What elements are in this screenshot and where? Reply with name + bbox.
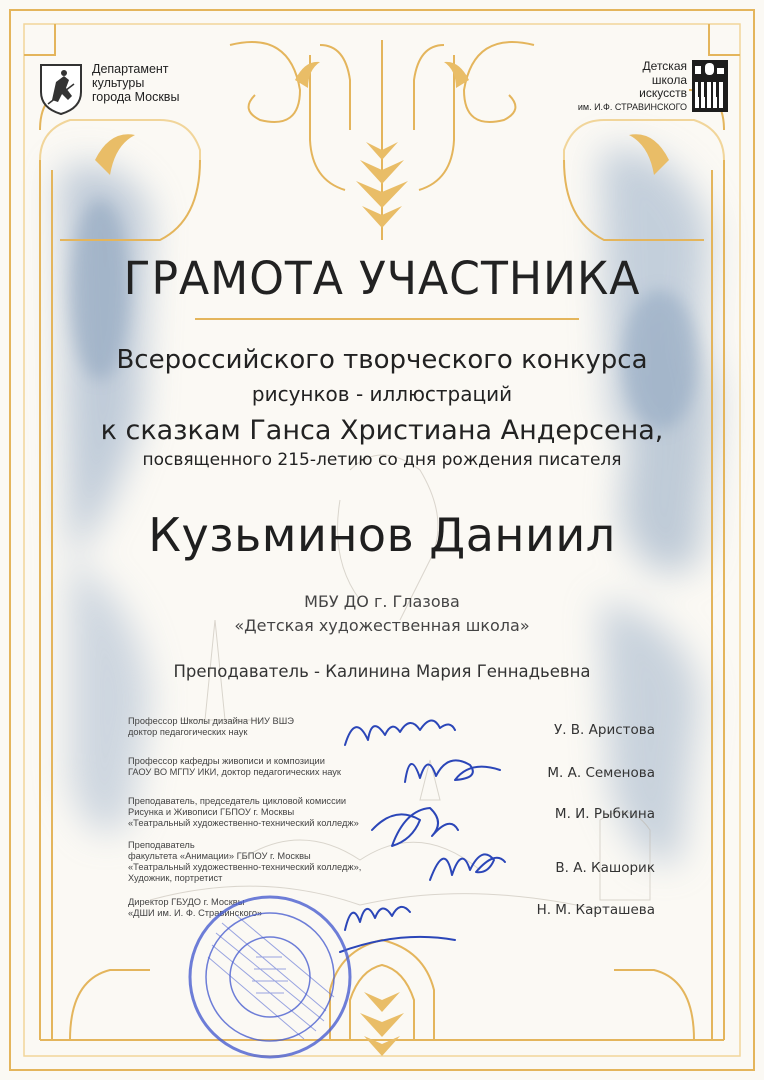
jury-title-line: «ДШИ им. И. Ф. Стравинского» [128,908,263,918]
jury-name: Н. М. Карташева [536,902,655,918]
right-organization-logo [578,60,728,114]
school-line-2: «Детская художественная школа» [234,616,530,635]
contest-name-line-1: Всероссийского творческого конкурса [116,345,648,375]
jury-title [128,716,373,738]
right-organization-name [578,60,687,114]
contest-name-line-3: к сказкам Ганса Христиана Андерсена, [100,415,664,446]
jury-title [128,796,373,829]
jury-title-line: Художник, портретист [128,873,223,883]
moscow-coat-of-arms-icon [38,62,84,116]
left-org-line: Департамент [92,62,169,76]
jury-name: М. И. Рыбкина [554,806,655,822]
contest-name-line-4: посвященного 215-летию со дня рождения писателя [142,450,622,470]
right-org-subline: им. И.Ф. СТРАВИНСКОГО [577,101,687,112]
left-organization-name [92,62,179,104]
certificate-title: ГРАМОТА УЧАСТНИКА [123,252,641,305]
jury-title-line: факультета «Анимации» ГБПОУ г. Москвы [128,851,311,861]
teacher-name: Преподаватель - Калинина Мария Геннадьевна [173,662,591,681]
jury-title [128,840,373,884]
jury-title-line: Профессор Школы дизайна НИУ ВШЭ [128,716,294,726]
right-org-line: школа [651,72,687,87]
title-divider [195,318,579,320]
left-org-line: культуры [92,76,145,90]
jury-title [128,756,373,778]
right-org-line: Детская [642,59,687,73]
right-org-line: искусств [639,86,687,100]
jury-title-line: Рисунка и Живописи ГБПОУ г. Москвы [128,807,295,817]
recipient-name: Кузьминов Даниил [148,508,616,562]
jury-title-line: «Театральный художественно-технический колледж», [128,862,362,872]
jury-title-line: Преподаватель, председатель цикловой комиссии [128,796,347,806]
jury-title-line: ГАОУ ВО МГПУ ИКИ, доктор педагогических наук [128,767,341,777]
round-seal-stamp [186,893,354,1061]
jury-name: У. В. Аристова [553,722,655,738]
school-line-1: МБУ ДО г. Глазова [304,592,460,611]
jury-title-line: Преподаватель [128,840,195,850]
left-org-line: города Москвы [92,90,180,104]
contest-name-line-2: рисунков - иллюстраций [251,382,513,406]
left-organization-logo [38,62,179,116]
jury-title-line: «Театральный художественно-технический колледж» [128,818,359,828]
jury-name: М. А. Семенова [547,765,655,781]
jury-title-line: Директор ГБУДО г. Москвы [128,897,245,907]
jury-name: В. А. Кашорик [555,860,655,876]
jury-title-line: Профессор кафедры живописи и композиции [128,756,325,766]
piano-keys-icon [692,60,728,112]
jury-title-line: доктор педагогических наук [128,727,248,737]
